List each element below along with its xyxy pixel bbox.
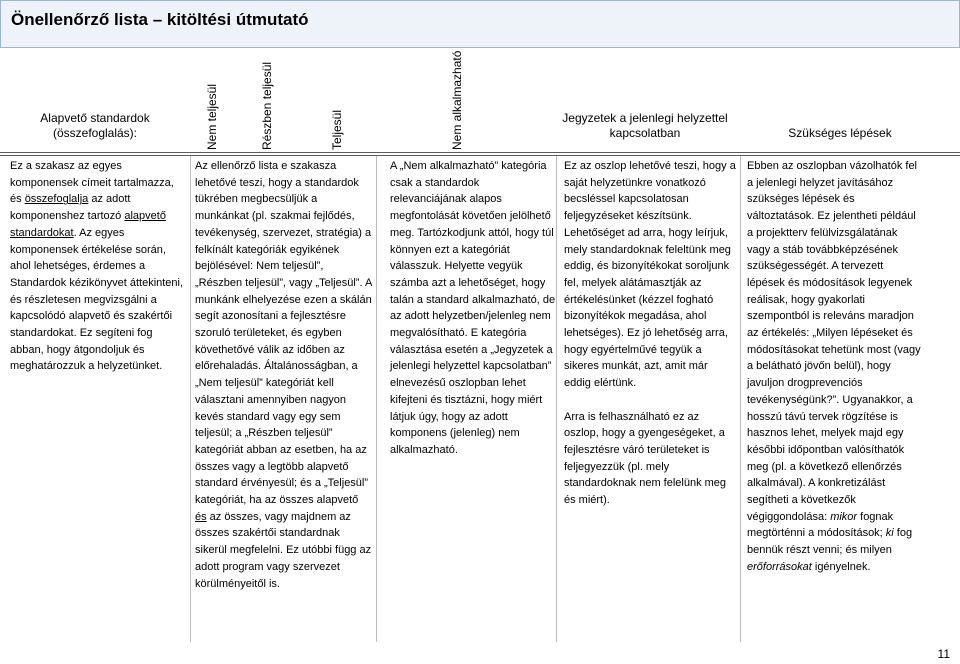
text-run-italic: ki xyxy=(885,527,894,540)
column-divider xyxy=(376,156,377,642)
text-run: az összes, vagy majdnem az összes szakértői standardnak sikerül megfelelni. Ez utóbbi függ az adott program vagy szervezet körülményeitől is. xyxy=(195,510,372,590)
column-not-applicable-text xyxy=(390,158,556,475)
column-divider xyxy=(556,156,557,642)
header-partially-met-label: Részben teljesül xyxy=(260,61,274,150)
column-rating-text xyxy=(195,158,372,609)
text-run: Arra is felhasználható ez az oszlop, hogy a gyengeségeket, a fejlesztésre váró területeket is feljegyezzük (pl. mely standardoknak nem felelünk meg és miért). xyxy=(564,410,727,507)
text-run-italic: mikor xyxy=(830,510,858,523)
column-notes-text xyxy=(564,158,736,525)
column-divider xyxy=(740,156,741,642)
page-title: Önellenőrző lista – kitöltési útmutató xyxy=(11,10,309,29)
header-met-label: Teljesül xyxy=(330,109,344,150)
header-not-met xyxy=(189,0,235,150)
text-run: . Az egyes komponensek értékelése során, ahol lehetséges, érdemes a Standardok kézikönyvet áttekinteni, és részletesen megvizsgálni a kapcsolódó alapvető és szakértői standardokat. Ez segíteni fog abban, hogy átgondoljuk és meghatározzuk a helyzetünket. xyxy=(10,226,184,373)
text-run-italic: erőforrásokat xyxy=(747,560,812,573)
text-run-underlined: és xyxy=(195,510,207,523)
header-not-applicable xyxy=(434,0,480,150)
header-next-steps xyxy=(740,126,940,141)
text-run: A „Nem alkalmazható” kategória csak a standardok relevanciájának alapos megfontolását követően jelölhető meg. Tartózkodjunk attól, hogy túl könnyen ezt a kategóriát válasszuk. Helyette vegyük számba azt a lehetőséget, hogy talán a standard alkalmazható, de az adott helyzetben/jelenleg nem megvalósítható. E kategória választása esetén a „Jegyzetek a jelenlegi helyzettel kapcsolatban” elnevezésű oszlopban lehet kifejteni és tisztázni, hogy miért látjuk úgy, hogy az adott komponens (jelenleg) nem alkalmazható. xyxy=(390,160,556,456)
header-not-met-label: Nem teljesül xyxy=(205,83,219,150)
page-banner xyxy=(0,0,960,48)
column-divider xyxy=(190,156,191,642)
text-run-underlined: alapvető standardokat xyxy=(10,210,166,239)
text-run: Ez az oszlop lehetővé teszi, hogy a saját helyzetünkre vonatkozó becsléssel kapcsolatosan feljegyzéseket készítsünk. Lehetőséget ad arra, hogy leírjuk, mely standardoknak feleltünk meg eddig, és bizonyítékokat soroljunk fel, melyek alátámasztják az értékelésünket (kézzel fogható bizonyítékok megadása, ahol lehetséges). Ez jó lehetőség arra, hogy egyértelművé tegyük a sikeres munkát, azt, amit már eddig elértünk. xyxy=(564,160,736,390)
text-run: igényelnek. xyxy=(811,560,871,573)
text-run: fognak megtörténni a módosítások; xyxy=(747,510,894,540)
header-basic-standards xyxy=(20,111,170,141)
header-notes-label: Jegyzetek a jelenlegi helyzettel kapcsolatban xyxy=(562,111,728,140)
header-met xyxy=(314,0,360,150)
header-not-applicable-label: Nem alkalmazható xyxy=(450,50,464,150)
header-rule-bottom xyxy=(0,155,960,156)
header-rule-top xyxy=(0,152,960,153)
header-next-steps-label: Szükséges lépések xyxy=(788,126,892,140)
text-run: Ez a szakasz az egyes komponensek címeit tartalmazza, és xyxy=(10,160,174,206)
text-run-underlined: összefoglalja xyxy=(24,193,89,206)
column-basic-standards-text xyxy=(10,158,184,392)
header-notes xyxy=(555,111,735,141)
text-run: fog bennük részt venni; és milyen xyxy=(747,527,913,557)
header-basic-standards-label: Alapvető standardok (összefoglalás): xyxy=(40,111,150,140)
text-run: az adott komponenshez tartozó xyxy=(10,193,131,223)
page-number: 11 xyxy=(937,647,950,661)
column-next-steps-text xyxy=(747,158,923,592)
header-partially-met xyxy=(244,0,290,150)
text-run: Az ellenőrző lista e szakasza lehetővé teszi, hogy a standardok tükrében megbecsüljük a munkánkat (pl. szakmai fejlődés, tevékenység, szervezet, stratégia) a felkínált kategóriák egyikének bejölésével: Nem teljesül”, „Részben teljesül”, vagy „Teljesül”. A munkánk elhelyezése ezen a skálán segít azonosítani a fejlesztésre szoruló területeket, és egyben követhetővé válik az időben az előrehaladás. Általánosságban, a „Nem teljesül” kategóriát kell választani amennyiben nagyon kevés standard vagy egy sem teljesül; a „Részben teljesül” kategóriát abban az esetben, ha az összes vagy a legtöbb alapvető standard érvényesül; és a „Teljesül” kategóriát, ha az összes alapvető xyxy=(195,160,372,507)
text-run: Ebben az oszlopban vázolhatók fel a jelenlegi helyzet javításához szükséges lépések és változtatások. Ez jelentheti például a projektterv felülvizsgálatának vagy a stáb továbbképzésének szükségességét. A tervezett lépések és módosítások legyenek reálisak, hogy gyakorlati szempontból is releváns maradjon az értékelés: „Milyen lépéseket és módosításokat tehetünk most (vagy a belátható jövőn belül), hogy javuljon drogprevenciós tevékenységünk?”. Ugyanakkor, a hosszú távú tervek rögzítése is hasznos lehet, melyek majd egy későbbi időpontban valósíthatók meg (pl. a következő ellenőrzés alkalmával). A konkretizálást segítheti a következők végiggondolása: xyxy=(747,160,921,523)
